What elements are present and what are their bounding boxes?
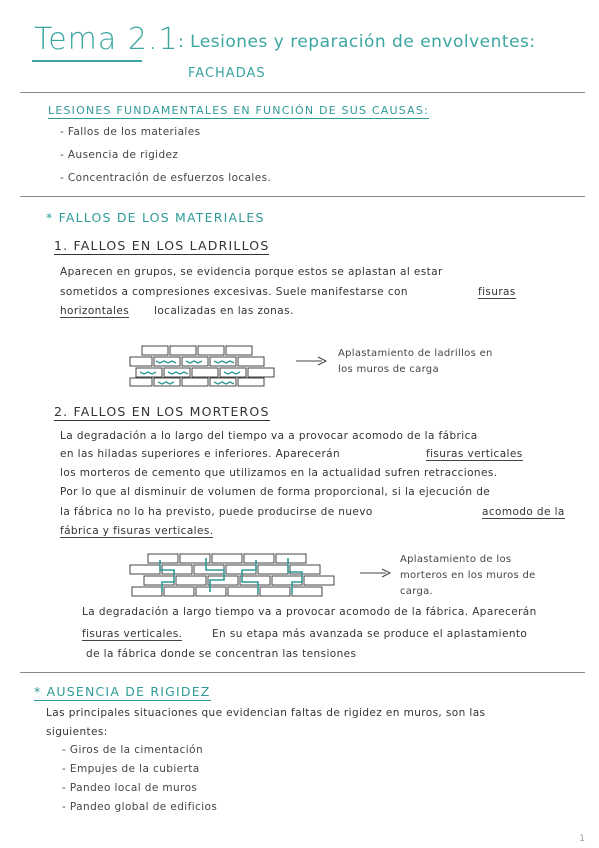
rigidez-item-3: - Pandeo local de muros <box>62 782 198 794</box>
morteros-diagram-note-3: carga. <box>400 586 434 597</box>
morteros-after-line-2: En su etapa más avanzada se produce el aplastamiento <box>212 628 528 640</box>
morteros-heading: 2. FALLOS EN LOS MORTEROS <box>54 404 270 419</box>
morteros-highlight-3: fábrica y fisuras verticales. <box>60 525 214 537</box>
causes-item-2: - Ausencia de rigidez <box>60 149 179 161</box>
brick-crush-diagram <box>128 344 288 388</box>
morteros-line-2: en las hiladas superiores e inferiores. Aparecerán <box>60 448 341 460</box>
causes-item-3: - Concentración de esfuerzos locales. <box>60 172 272 184</box>
rigidez-item-2: - Empujes de la cubierta <box>62 763 200 775</box>
causes-item-1: - Fallos de los materiales <box>60 126 201 138</box>
morteros-line-4: Por lo que al disminuir de volumen de forma proporcional, si la ejecución de <box>60 486 491 498</box>
divider <box>20 92 585 93</box>
arrow-icon <box>360 568 396 578</box>
ladrillos-line-1: Aparecen en grupos, se evidencia porque estos se aplastan al estar <box>60 266 443 278</box>
morteros-line-5: la fábrica no lo ha previsto, puede producirse de nuevo <box>60 506 373 518</box>
ladrillos-line-3: localizadas en las zonas. <box>154 305 294 317</box>
mortar-crush-diagram <box>124 552 356 598</box>
ladrillos-highlight-1: fisuras <box>478 286 516 298</box>
ladrillos-highlight-2: horizontales <box>60 305 130 317</box>
rigidez-intro-2: siguientes: <box>46 726 108 738</box>
morteros-line-1: La degradación a lo largo del tiempo va a provocar acomodo de la fábrica <box>60 430 478 442</box>
ladrillos-line-2: sometidos a compresiones excesivas. Suele manifestarse con <box>60 286 408 298</box>
rigidez-intro-1: Las principales situaciones que evidencian faltas de rigidez en muros, son las <box>46 707 486 719</box>
divider <box>20 672 585 673</box>
divider <box>20 196 585 197</box>
materials-heading: * FALLOS DE LOS MATERIALES <box>46 210 265 225</box>
morteros-diagram-note-1: Aplastamiento de los <box>400 554 512 565</box>
morteros-after-highlight: fisuras verticales. <box>82 628 183 640</box>
morteros-highlight-2: acomodo de la <box>482 506 565 518</box>
page-subtitle: FACHADAS <box>188 66 266 81</box>
morteros-diagram-note-2: morteros en los muros de <box>400 570 536 581</box>
rigidez-heading: * AUSENCIA DE RIGIDEZ <box>34 684 211 699</box>
rigidez-item-4: - Pandeo global de edificios <box>62 801 218 813</box>
arrow-icon <box>296 356 332 366</box>
morteros-after-line-1: La degradación a largo tiempo va a provocar acomodo de la fábrica. Aparecerán <box>82 606 537 618</box>
title-underline <box>32 60 142 62</box>
page-title: Tema 2.1 <box>34 22 179 57</box>
page-title-rest: : Lesiones y reparación de envolventes: <box>178 32 536 52</box>
rigidez-item-1: - Giros de la cimentación <box>62 744 204 756</box>
morteros-after-line-3: de la fábrica donde se concentran las tensiones <box>86 648 357 660</box>
page-number: 1 <box>579 834 585 844</box>
morteros-highlight-1: fisuras verticales <box>426 448 523 460</box>
ladrillos-heading: 1. FALLOS EN LOS LADRILLOS <box>54 238 270 253</box>
ladrillos-diagram-note-1: Aplastamiento de ladrillos en <box>338 348 493 359</box>
morteros-line-3: los morteros de cemento que utilizamos en la actualidad sufren retracciones. <box>60 467 498 479</box>
causes-heading: LESIONES FUNDAMENTALES EN FUNCIÓN DE SUS CAUSAS: <box>48 104 429 117</box>
ladrillos-diagram-note-2: los muros de carga <box>338 364 439 375</box>
